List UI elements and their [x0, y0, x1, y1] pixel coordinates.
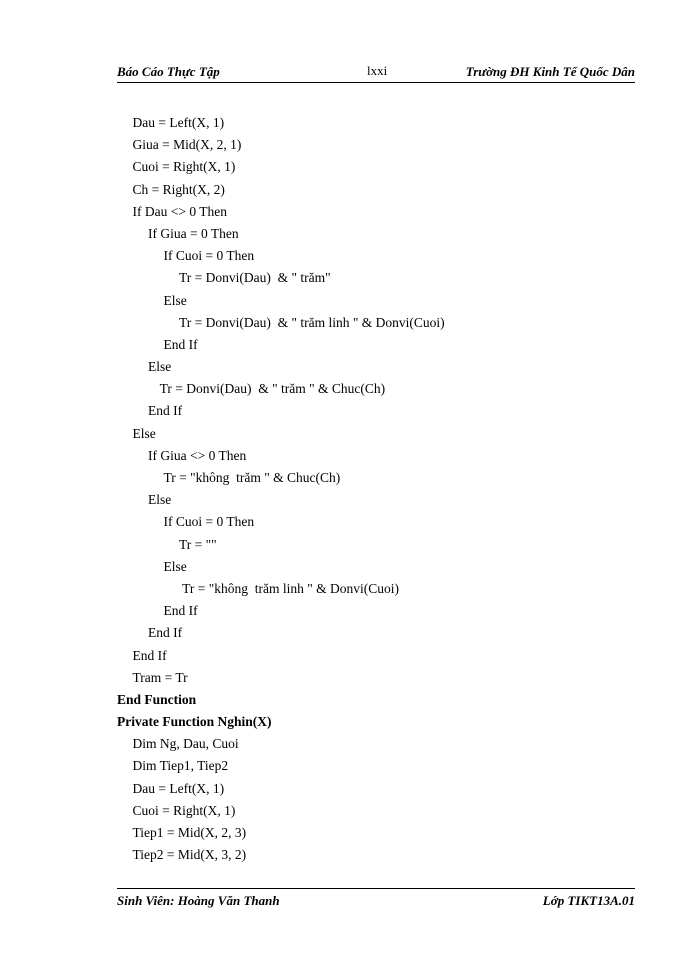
code-line: Dau = Left(X, 1) — [132, 780, 225, 796]
code-line: If Cuoi = 0 Then — [163, 248, 255, 264]
code-line: End If — [148, 625, 183, 641]
code-line: Dau = Left(X, 1) — [132, 115, 225, 130]
code-line: Tr = Donvi(Dau) & " trăm" — [179, 270, 331, 286]
header-report-title: Báo Cáo Thực Tập — [117, 64, 220, 79]
code-line: Tr = "không trăm linh " & Donvi(Cuoi) — [182, 580, 399, 596]
code-line: If Cuoi = 0 Then — [163, 514, 255, 530]
code-line: Ch = Right(X, 2) — [132, 181, 225, 197]
code-line: End If — [163, 603, 198, 619]
code-line: Tr = Donvi(Dau) & " trăm " & Chuc(Ch) — [159, 381, 386, 397]
footer-student-name: Sinh Viên: Hoàng Văn Thanh — [117, 893, 280, 908]
header-university: Trường ĐH Kinh Tế Quốc Dân — [465, 64, 635, 79]
code-line: Dim Tiep1, Tiep2 — [132, 758, 229, 774]
code-listing — [117, 112, 637, 866]
code-line: End Function — [117, 691, 197, 707]
code-line: Else — [148, 359, 172, 375]
code-line: If Giua = 0 Then — [148, 225, 239, 241]
code-line: Else — [132, 425, 156, 441]
code-line: Else — [163, 558, 187, 574]
page-footer — [117, 888, 635, 911]
code-line: If Dau <> 0 Then — [132, 203, 227, 219]
code-line: Tr = Donvi(Dau) & " trăm linh " & Donvi(Cuoi) — [179, 314, 445, 330]
code-line: Tiep2 = Mid(X, 3, 2) — [132, 847, 247, 863]
code-line: Tiep1 = Mid(X, 2, 3) — [132, 825, 247, 840]
code-line: Giua = Mid(X, 2, 1) — [132, 137, 242, 153]
code-line: End If — [132, 647, 167, 663]
code-line: Else — [163, 292, 187, 308]
code-line: Tr = "không trăm " & Chuc(Ch) — [163, 470, 341, 485]
code-line: End If — [163, 336, 198, 352]
code-line: Tram = Tr — [132, 669, 188, 685]
page-number: lxxi — [367, 63, 388, 78]
code-line: End If — [148, 403, 183, 419]
code-line: Cuoi = Right(X, 1) — [132, 802, 236, 818]
code-line: Private Function Nghin(X) — [117, 714, 272, 730]
code-line: Tr = "" — [179, 536, 217, 552]
code-line: Else — [148, 492, 172, 508]
code-line: If Giua <> 0 Then — [148, 447, 247, 463]
code-line: Cuoi = Right(X, 1) — [132, 159, 236, 175]
code-line: Dim Ng, Dau, Cuoi — [132, 736, 239, 752]
page-header — [117, 64, 635, 83]
footer-class: Lớp TIKT13A.01 — [542, 893, 635, 908]
